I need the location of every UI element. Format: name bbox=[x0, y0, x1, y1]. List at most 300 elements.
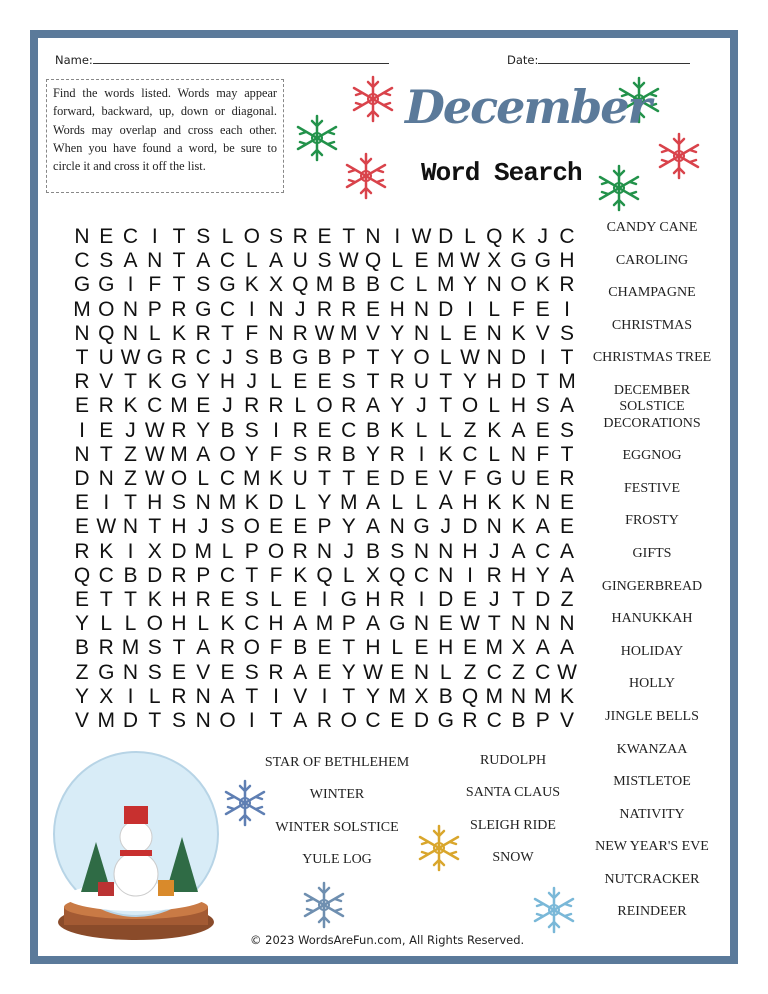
grid-letter[interactable]: H bbox=[365, 636, 381, 660]
grid-letter[interactable]: A bbox=[511, 418, 526, 442]
grid-letter[interactable]: C bbox=[365, 709, 381, 732]
grid-letter[interactable]: N bbox=[486, 515, 502, 539]
grid-letter[interactable]: H bbox=[462, 491, 478, 515]
grid-letter[interactable]: H bbox=[147, 491, 163, 515]
grid-letter[interactable]: I bbox=[539, 346, 546, 369]
grid-letter[interactable]: S bbox=[244, 660, 259, 684]
grid-letter[interactable]: H bbox=[171, 588, 187, 611]
grid-letter[interactable]: K bbox=[438, 442, 453, 466]
grid-letter[interactable]: C bbox=[486, 709, 502, 732]
grid-letter[interactable]: L bbox=[124, 612, 137, 636]
grid-letter[interactable]: E bbox=[462, 636, 477, 660]
grid-letter[interactable]: Y bbox=[341, 515, 356, 539]
grid-letter[interactable]: N bbox=[74, 442, 90, 466]
grid-letter[interactable]: T bbox=[536, 370, 550, 394]
grid-letter[interactable]: E bbox=[74, 588, 89, 611]
grid-letter[interactable]: V bbox=[196, 660, 211, 684]
grid-letter[interactable]: E bbox=[317, 660, 332, 684]
grid-letter[interactable]: N bbox=[510, 684, 527, 708]
grid-letter[interactable]: I bbox=[467, 563, 473, 587]
grid-letter[interactable]: C bbox=[341, 418, 357, 442]
grid-letter[interactable]: R bbox=[98, 394, 114, 418]
grid-letter[interactable]: A bbox=[123, 249, 138, 273]
grid-letter[interactable]: S bbox=[147, 660, 162, 684]
grid-letter[interactable]: W bbox=[460, 346, 480, 369]
grid-letter[interactable]: T bbox=[342, 636, 356, 660]
grid-letter[interactable]: N bbox=[98, 467, 114, 490]
grid-letter[interactable]: T bbox=[342, 225, 356, 248]
grid-letter[interactable]: A bbox=[365, 394, 380, 418]
grid-letter[interactable]: I bbox=[394, 225, 401, 248]
grid-letter[interactable]: L bbox=[148, 321, 161, 345]
grid-letter[interactable]: G bbox=[413, 515, 430, 539]
grid-letter[interactable]: E bbox=[268, 515, 283, 539]
grid-letter[interactable]: A bbox=[559, 563, 574, 587]
grid-letter[interactable]: C bbox=[195, 346, 211, 369]
grid-letter[interactable]: Z bbox=[75, 660, 89, 684]
grid-letter[interactable]: Q bbox=[364, 249, 382, 273]
grid-letter[interactable]: W bbox=[557, 660, 577, 684]
grid-letter[interactable]: A bbox=[293, 709, 308, 732]
grid-letter[interactable]: Y bbox=[365, 442, 380, 466]
grid-letter[interactable]: O bbox=[510, 273, 527, 297]
grid-letter[interactable]: K bbox=[220, 612, 235, 636]
grid-letter[interactable]: Y bbox=[244, 442, 259, 466]
grid-letter[interactable]: C bbox=[147, 394, 163, 418]
grid-letter[interactable]: J bbox=[222, 394, 233, 418]
grid-letter[interactable]: R bbox=[341, 297, 357, 321]
grid-letter[interactable]: I bbox=[321, 588, 328, 611]
grid-letter[interactable]: S bbox=[196, 273, 211, 297]
grid-letter[interactable]: L bbox=[100, 612, 113, 636]
grid-letter[interactable]: G bbox=[170, 370, 188, 394]
grid-letter[interactable]: X bbox=[487, 249, 502, 273]
grid-letter[interactable]: E bbox=[317, 225, 332, 248]
grid-letter[interactable]: E bbox=[414, 467, 429, 490]
grid-letter[interactable]: E bbox=[99, 225, 114, 248]
grid-letter[interactable]: O bbox=[243, 515, 260, 539]
grid-letter[interactable]: M bbox=[194, 539, 212, 563]
grid-letter[interactable]: I bbox=[103, 491, 110, 515]
grid-letter[interactable]: E bbox=[535, 467, 550, 490]
grid-letter[interactable]: D bbox=[462, 515, 478, 539]
grid-letter[interactable]: T bbox=[366, 346, 380, 369]
grid-letter[interactable]: H bbox=[486, 370, 502, 394]
grid-letter[interactable]: I bbox=[467, 297, 473, 321]
grid-letter[interactable]: R bbox=[171, 418, 187, 442]
grid-letter[interactable]: B bbox=[317, 346, 332, 369]
grid-letter[interactable]: M bbox=[243, 467, 261, 490]
grid-letter[interactable]: J bbox=[343, 539, 354, 563]
grid-letter[interactable]: R bbox=[98, 636, 114, 660]
grid-letter[interactable]: K bbox=[123, 394, 138, 418]
grid-letter[interactable]: P bbox=[147, 297, 162, 321]
grid-letter[interactable]: O bbox=[98, 297, 115, 321]
grid-letter[interactable]: I bbox=[151, 225, 158, 248]
grid-letter[interactable]: R bbox=[268, 394, 284, 418]
grid-letter[interactable]: L bbox=[415, 273, 428, 297]
grid-letter[interactable]: U bbox=[292, 467, 308, 490]
grid-letter[interactable]: I bbox=[418, 588, 425, 611]
grid-letter[interactable]: N bbox=[195, 491, 211, 515]
grid-letter[interactable]: T bbox=[439, 394, 453, 418]
grid-letter[interactable]: B bbox=[268, 346, 283, 369]
grid-letter[interactable]: G bbox=[437, 709, 454, 732]
grid-letter[interactable]: B bbox=[341, 273, 356, 297]
grid-letter[interactable]: P bbox=[317, 515, 332, 539]
grid-letter[interactable]: N bbox=[535, 612, 551, 636]
grid-letter[interactable]: S bbox=[390, 539, 405, 563]
grid-letter[interactable]: E bbox=[559, 491, 574, 515]
grid-letter[interactable]: C bbox=[98, 563, 114, 587]
grid-letter[interactable]: O bbox=[219, 442, 236, 466]
grid-letter[interactable]: R bbox=[195, 588, 211, 611]
grid-letter[interactable]: F bbox=[245, 321, 259, 345]
grid-letter[interactable]: S bbox=[220, 515, 235, 539]
grid-letter[interactable]: G bbox=[98, 273, 115, 297]
grid-letter[interactable]: J bbox=[489, 539, 500, 563]
grid-letter[interactable]: I bbox=[127, 273, 134, 297]
grid-letter[interactable]: D bbox=[74, 467, 90, 490]
grid-letter[interactable]: M bbox=[437, 273, 455, 297]
grid-letter[interactable]: T bbox=[75, 346, 89, 369]
grid-letter[interactable]: E bbox=[74, 394, 89, 418]
grid-letter[interactable]: O bbox=[219, 709, 236, 732]
grid-letter[interactable]: B bbox=[365, 539, 380, 563]
grid-letter[interactable]: T bbox=[221, 321, 234, 345]
grid-letter[interactable]: F bbox=[269, 442, 283, 466]
grid-letter[interactable]: S bbox=[341, 370, 356, 394]
grid-letter[interactable]: T bbox=[172, 249, 186, 273]
grid-letter[interactable]: L bbox=[391, 491, 404, 515]
grid-letter[interactable]: N bbox=[365, 225, 381, 248]
grid-letter[interactable]: N bbox=[122, 515, 139, 539]
grid-letter[interactable]: T bbox=[172, 225, 186, 248]
grid-letter[interactable]: G bbox=[219, 273, 236, 297]
grid-letter[interactable]: R bbox=[316, 442, 333, 466]
grid-letter[interactable]: K bbox=[244, 273, 259, 297]
grid-letter[interactable]: N bbox=[438, 539, 454, 563]
grid-letter[interactable]: J bbox=[246, 370, 257, 394]
grid-letter[interactable]: R bbox=[559, 467, 575, 490]
grid-letter[interactable]: P bbox=[535, 709, 550, 732]
grid-letter[interactable]: S bbox=[535, 394, 550, 418]
grid-letter[interactable]: Q bbox=[73, 563, 91, 587]
grid-letter[interactable]: R bbox=[292, 539, 308, 563]
grid-letter[interactable]: J bbox=[125, 418, 136, 442]
grid-letter[interactable]: R bbox=[195, 321, 211, 345]
grid-letter[interactable]: W bbox=[338, 249, 359, 273]
grid-letter[interactable]: L bbox=[415, 418, 428, 442]
grid-letter[interactable]: R bbox=[559, 273, 575, 297]
grid-letter[interactable]: T bbox=[269, 709, 283, 732]
grid-letter[interactable]: R bbox=[268, 660, 284, 684]
grid-letter[interactable]: K bbox=[511, 225, 526, 248]
grid-letter[interactable]: D bbox=[535, 588, 551, 611]
grid-letter[interactable]: L bbox=[415, 491, 428, 515]
grid-letter[interactable]: L bbox=[245, 249, 258, 273]
grid-letter[interactable]: T bbox=[148, 709, 162, 732]
grid-letter[interactable]: C bbox=[535, 660, 551, 684]
grid-letter[interactable]: A bbox=[559, 539, 574, 563]
grid-letter[interactable]: G bbox=[98, 660, 115, 684]
grid-letter[interactable]: R bbox=[341, 394, 357, 418]
grid-letter[interactable]: Z bbox=[512, 660, 525, 684]
grid-letter[interactable]: E bbox=[438, 612, 453, 636]
grid-letter[interactable]: R bbox=[219, 636, 236, 660]
grid-letter[interactable]: E bbox=[196, 394, 211, 418]
grid-letter[interactable]: K bbox=[244, 491, 259, 515]
grid-letter[interactable]: K bbox=[147, 588, 162, 611]
grid-letter[interactable]: E bbox=[171, 660, 186, 684]
grid-letter[interactable]: U bbox=[98, 346, 114, 369]
grid-letter[interactable]: Q bbox=[316, 563, 333, 587]
grid-letter[interactable]: M bbox=[437, 249, 455, 273]
grid-letter[interactable]: C bbox=[413, 563, 430, 587]
grid-letter[interactable]: W bbox=[144, 442, 165, 466]
grid-letter[interactable]: R bbox=[171, 297, 187, 321]
grid-letter[interactable]: E bbox=[99, 418, 114, 442]
grid-letter[interactable]: N bbox=[268, 297, 284, 321]
grid-letter[interactable]: W bbox=[363, 660, 383, 684]
grid-letter[interactable]: W bbox=[120, 346, 141, 369]
grid-letter[interactable]: E bbox=[390, 660, 405, 684]
grid-letter[interactable]: N bbox=[389, 515, 405, 539]
grid-letter[interactable]: M bbox=[315, 612, 334, 636]
grid-letter[interactable]: Q bbox=[389, 563, 406, 587]
grid-letter[interactable]: H bbox=[559, 249, 575, 273]
grid-letter[interactable]: H bbox=[219, 370, 236, 394]
grid-letter[interactable]: O bbox=[243, 225, 260, 248]
grid-letter[interactable]: A bbox=[535, 515, 550, 539]
grid-letter[interactable]: R bbox=[292, 418, 308, 442]
grid-letter[interactable]: C bbox=[219, 249, 236, 273]
grid-letter[interactable]: N bbox=[122, 660, 139, 684]
grid-letter[interactable]: T bbox=[245, 563, 259, 587]
grid-letter[interactable]: K bbox=[268, 467, 283, 490]
grid-letter[interactable]: O bbox=[316, 394, 333, 418]
grid-letter[interactable]: R bbox=[316, 297, 333, 321]
grid-letter[interactable]: N bbox=[413, 612, 430, 636]
grid-letter[interactable]: O bbox=[243, 636, 260, 660]
grid-letter[interactable]: M bbox=[534, 684, 552, 708]
grid-letter[interactable]: R bbox=[292, 225, 308, 248]
grid-letter[interactable]: E bbox=[535, 418, 550, 442]
grid-letter[interactable]: T bbox=[487, 612, 501, 636]
grid-letter[interactable]: B bbox=[74, 636, 89, 660]
grid-letter[interactable]: O bbox=[146, 612, 163, 636]
grid-letter[interactable]: E bbox=[293, 588, 308, 611]
grid-letter[interactable]: M bbox=[121, 636, 140, 660]
grid-letter[interactable]: P bbox=[196, 563, 211, 587]
grid-letter[interactable]: M bbox=[315, 273, 334, 297]
grid-letter[interactable]: F bbox=[148, 273, 162, 297]
grid-letter[interactable]: A bbox=[559, 394, 574, 418]
grid-letter[interactable]: E bbox=[220, 660, 235, 684]
grid-letter[interactable]: I bbox=[321, 684, 328, 708]
grid-letter[interactable]: Y bbox=[74, 612, 89, 636]
grid-letter[interactable]: L bbox=[197, 467, 210, 490]
grid-letter[interactable]: H bbox=[268, 612, 284, 636]
grid-letter[interactable]: H bbox=[462, 539, 478, 563]
grid-letter[interactable]: R bbox=[292, 321, 308, 345]
grid-letter[interactable]: G bbox=[146, 346, 163, 369]
grid-letter[interactable]: T bbox=[124, 491, 137, 515]
grid-letter[interactable]: E bbox=[317, 418, 332, 442]
grid-letter[interactable]: D bbox=[510, 370, 527, 394]
grid-letter[interactable]: C bbox=[122, 225, 139, 248]
grid-letter[interactable]: A bbox=[365, 491, 380, 515]
grid-letter[interactable]: N bbox=[316, 539, 333, 563]
grid-letter[interactable]: T bbox=[342, 467, 356, 490]
grid-letter[interactable]: S bbox=[99, 249, 114, 273]
grid-letter[interactable]: H bbox=[171, 515, 187, 539]
grid-letter[interactable]: D bbox=[438, 297, 454, 321]
grid-letter[interactable]: D bbox=[438, 225, 454, 248]
grid-letter[interactable]: X bbox=[414, 684, 429, 708]
grid-letter[interactable]: Y bbox=[365, 684, 380, 708]
grid-letter[interactable]: Z bbox=[124, 442, 137, 466]
grid-letter[interactable]: L bbox=[270, 370, 282, 394]
grid-letter[interactable]: Q bbox=[461, 684, 479, 708]
grid-letter[interactable]: U bbox=[510, 467, 527, 490]
grid-letter[interactable]: S bbox=[293, 442, 308, 466]
grid-letter[interactable]: K bbox=[390, 418, 405, 442]
grid-letter[interactable]: A bbox=[559, 636, 574, 660]
grid-letter[interactable]: J bbox=[295, 297, 306, 321]
grid-letter[interactable]: L bbox=[294, 394, 307, 418]
grid-letter[interactable]: G bbox=[292, 346, 309, 369]
grid-letter[interactable]: N bbox=[122, 297, 139, 321]
grid-letter[interactable]: E bbox=[220, 588, 235, 611]
grid-letter[interactable]: O bbox=[461, 394, 479, 418]
grid-letter[interactable]: J bbox=[537, 225, 548, 248]
grid-letter[interactable]: Y bbox=[462, 273, 477, 297]
grid-letter[interactable]: W bbox=[144, 467, 165, 490]
grid-letter[interactable]: T bbox=[99, 588, 113, 611]
grid-letter[interactable]: I bbox=[248, 297, 255, 321]
grid-letter[interactable]: K bbox=[171, 321, 186, 345]
grid-letter[interactable]: V bbox=[99, 370, 114, 394]
grid-letter[interactable]: J bbox=[440, 515, 451, 539]
grid-letter[interactable]: M bbox=[170, 394, 188, 418]
grid-letter[interactable]: I bbox=[273, 684, 279, 708]
grid-letter[interactable]: R bbox=[171, 346, 187, 369]
grid-letter[interactable]: D bbox=[389, 467, 405, 490]
grid-letter[interactable]: L bbox=[197, 612, 210, 636]
grid-letter[interactable]: V bbox=[74, 709, 89, 732]
grid-letter[interactable]: M bbox=[558, 370, 576, 394]
grid-letter[interactable]: U bbox=[292, 249, 308, 273]
grid-letter[interactable]: O bbox=[340, 709, 357, 732]
grid-letter[interactable]: N bbox=[413, 297, 430, 321]
grid-letter[interactable]: Z bbox=[124, 467, 137, 490]
grid-letter[interactable]: L bbox=[464, 225, 476, 248]
grid-letter[interactable]: N bbox=[413, 539, 430, 563]
grid-letter[interactable]: W bbox=[411, 225, 432, 248]
grid-letter[interactable]: E bbox=[414, 636, 429, 660]
grid-letter[interactable]: N bbox=[147, 249, 163, 273]
grid-letter[interactable]: K bbox=[511, 321, 526, 345]
grid-letter[interactable]: L bbox=[148, 684, 161, 708]
grid-letter[interactable]: L bbox=[488, 297, 501, 321]
grid-letter[interactable]: T bbox=[124, 588, 137, 611]
grid-letter[interactable]: T bbox=[318, 467, 331, 490]
grid-letter[interactable]: I bbox=[127, 684, 134, 708]
grid-letter[interactable]: H bbox=[510, 394, 527, 418]
grid-letter[interactable]: G bbox=[510, 249, 527, 273]
grid-letter[interactable]: R bbox=[74, 370, 90, 394]
grid-letter[interactable]: H bbox=[510, 563, 527, 587]
grid-letter[interactable]: S bbox=[268, 225, 283, 248]
grid-letter[interactable]: S bbox=[171, 491, 186, 515]
grid-letter[interactable]: Y bbox=[196, 418, 211, 442]
grid-letter[interactable]: P bbox=[244, 539, 259, 563]
grid-letter[interactable]: A bbox=[268, 249, 283, 273]
grid-letter[interactable]: E bbox=[74, 515, 89, 539]
grid-letter[interactable]: G bbox=[534, 249, 551, 273]
grid-letter[interactable]: K bbox=[147, 370, 162, 394]
grid-letter[interactable]: E bbox=[535, 297, 550, 321]
grid-letter[interactable]: M bbox=[340, 491, 358, 515]
grid-letter[interactable]: T bbox=[512, 588, 525, 611]
grid-letter[interactable]: Y bbox=[341, 660, 356, 684]
grid-letter[interactable]: B bbox=[365, 273, 380, 297]
grid-letter[interactable]: L bbox=[488, 442, 501, 466]
grid-letter[interactable]: A bbox=[196, 636, 211, 660]
grid-letter[interactable]: J bbox=[416, 394, 427, 418]
grid-letter[interactable]: T bbox=[366, 370, 380, 394]
letter-grid[interactable] bbox=[70, 225, 581, 733]
grid-letter[interactable]: I bbox=[564, 297, 570, 321]
grid-letter[interactable]: E bbox=[559, 515, 574, 539]
grid-letter[interactable]: L bbox=[221, 539, 234, 563]
grid-letter[interactable]: S bbox=[559, 418, 574, 442]
grid-letter[interactable]: W bbox=[460, 249, 480, 273]
grid-letter[interactable]: S bbox=[196, 225, 211, 248]
grid-letter[interactable]: L bbox=[439, 418, 452, 442]
grid-letter[interactable]: T bbox=[172, 273, 186, 297]
grid-letter[interactable]: M bbox=[340, 321, 358, 345]
grid-letter[interactable]: Y bbox=[462, 370, 477, 394]
grid-letter[interactable]: M bbox=[485, 684, 503, 708]
grid-letter[interactable]: P bbox=[341, 612, 356, 636]
grid-letter[interactable]: A bbox=[293, 660, 308, 684]
grid-letter[interactable]: N bbox=[122, 321, 139, 345]
grid-letter[interactable]: S bbox=[317, 249, 332, 273]
grid-letter[interactable]: N bbox=[195, 709, 211, 732]
grid-letter[interactable]: X bbox=[365, 563, 380, 587]
grid-letter[interactable]: I bbox=[418, 442, 425, 466]
grid-letter[interactable]: K bbox=[487, 491, 502, 515]
grid-letter[interactable]: K bbox=[559, 684, 574, 708]
grid-letter[interactable]: S bbox=[244, 346, 259, 369]
grid-letter[interactable]: O bbox=[413, 346, 430, 369]
grid-letter[interactable]: X bbox=[147, 539, 162, 563]
grid-letter[interactable]: C bbox=[535, 539, 551, 563]
grid-letter[interactable]: E bbox=[365, 297, 380, 321]
grid-letter[interactable]: T bbox=[245, 684, 259, 708]
grid-letter[interactable]: H bbox=[389, 297, 405, 321]
grid-letter[interactable]: R bbox=[244, 394, 260, 418]
grid-letter[interactable]: Y bbox=[535, 563, 550, 587]
grid-letter[interactable]: Y bbox=[196, 370, 211, 394]
grid-letter[interactable]: M bbox=[485, 636, 503, 660]
grid-letter[interactable]: D bbox=[171, 539, 187, 563]
grid-letter[interactable]: C bbox=[486, 660, 502, 684]
grid-letter[interactable]: W bbox=[96, 515, 117, 539]
grid-letter[interactable]: Y bbox=[390, 321, 405, 345]
